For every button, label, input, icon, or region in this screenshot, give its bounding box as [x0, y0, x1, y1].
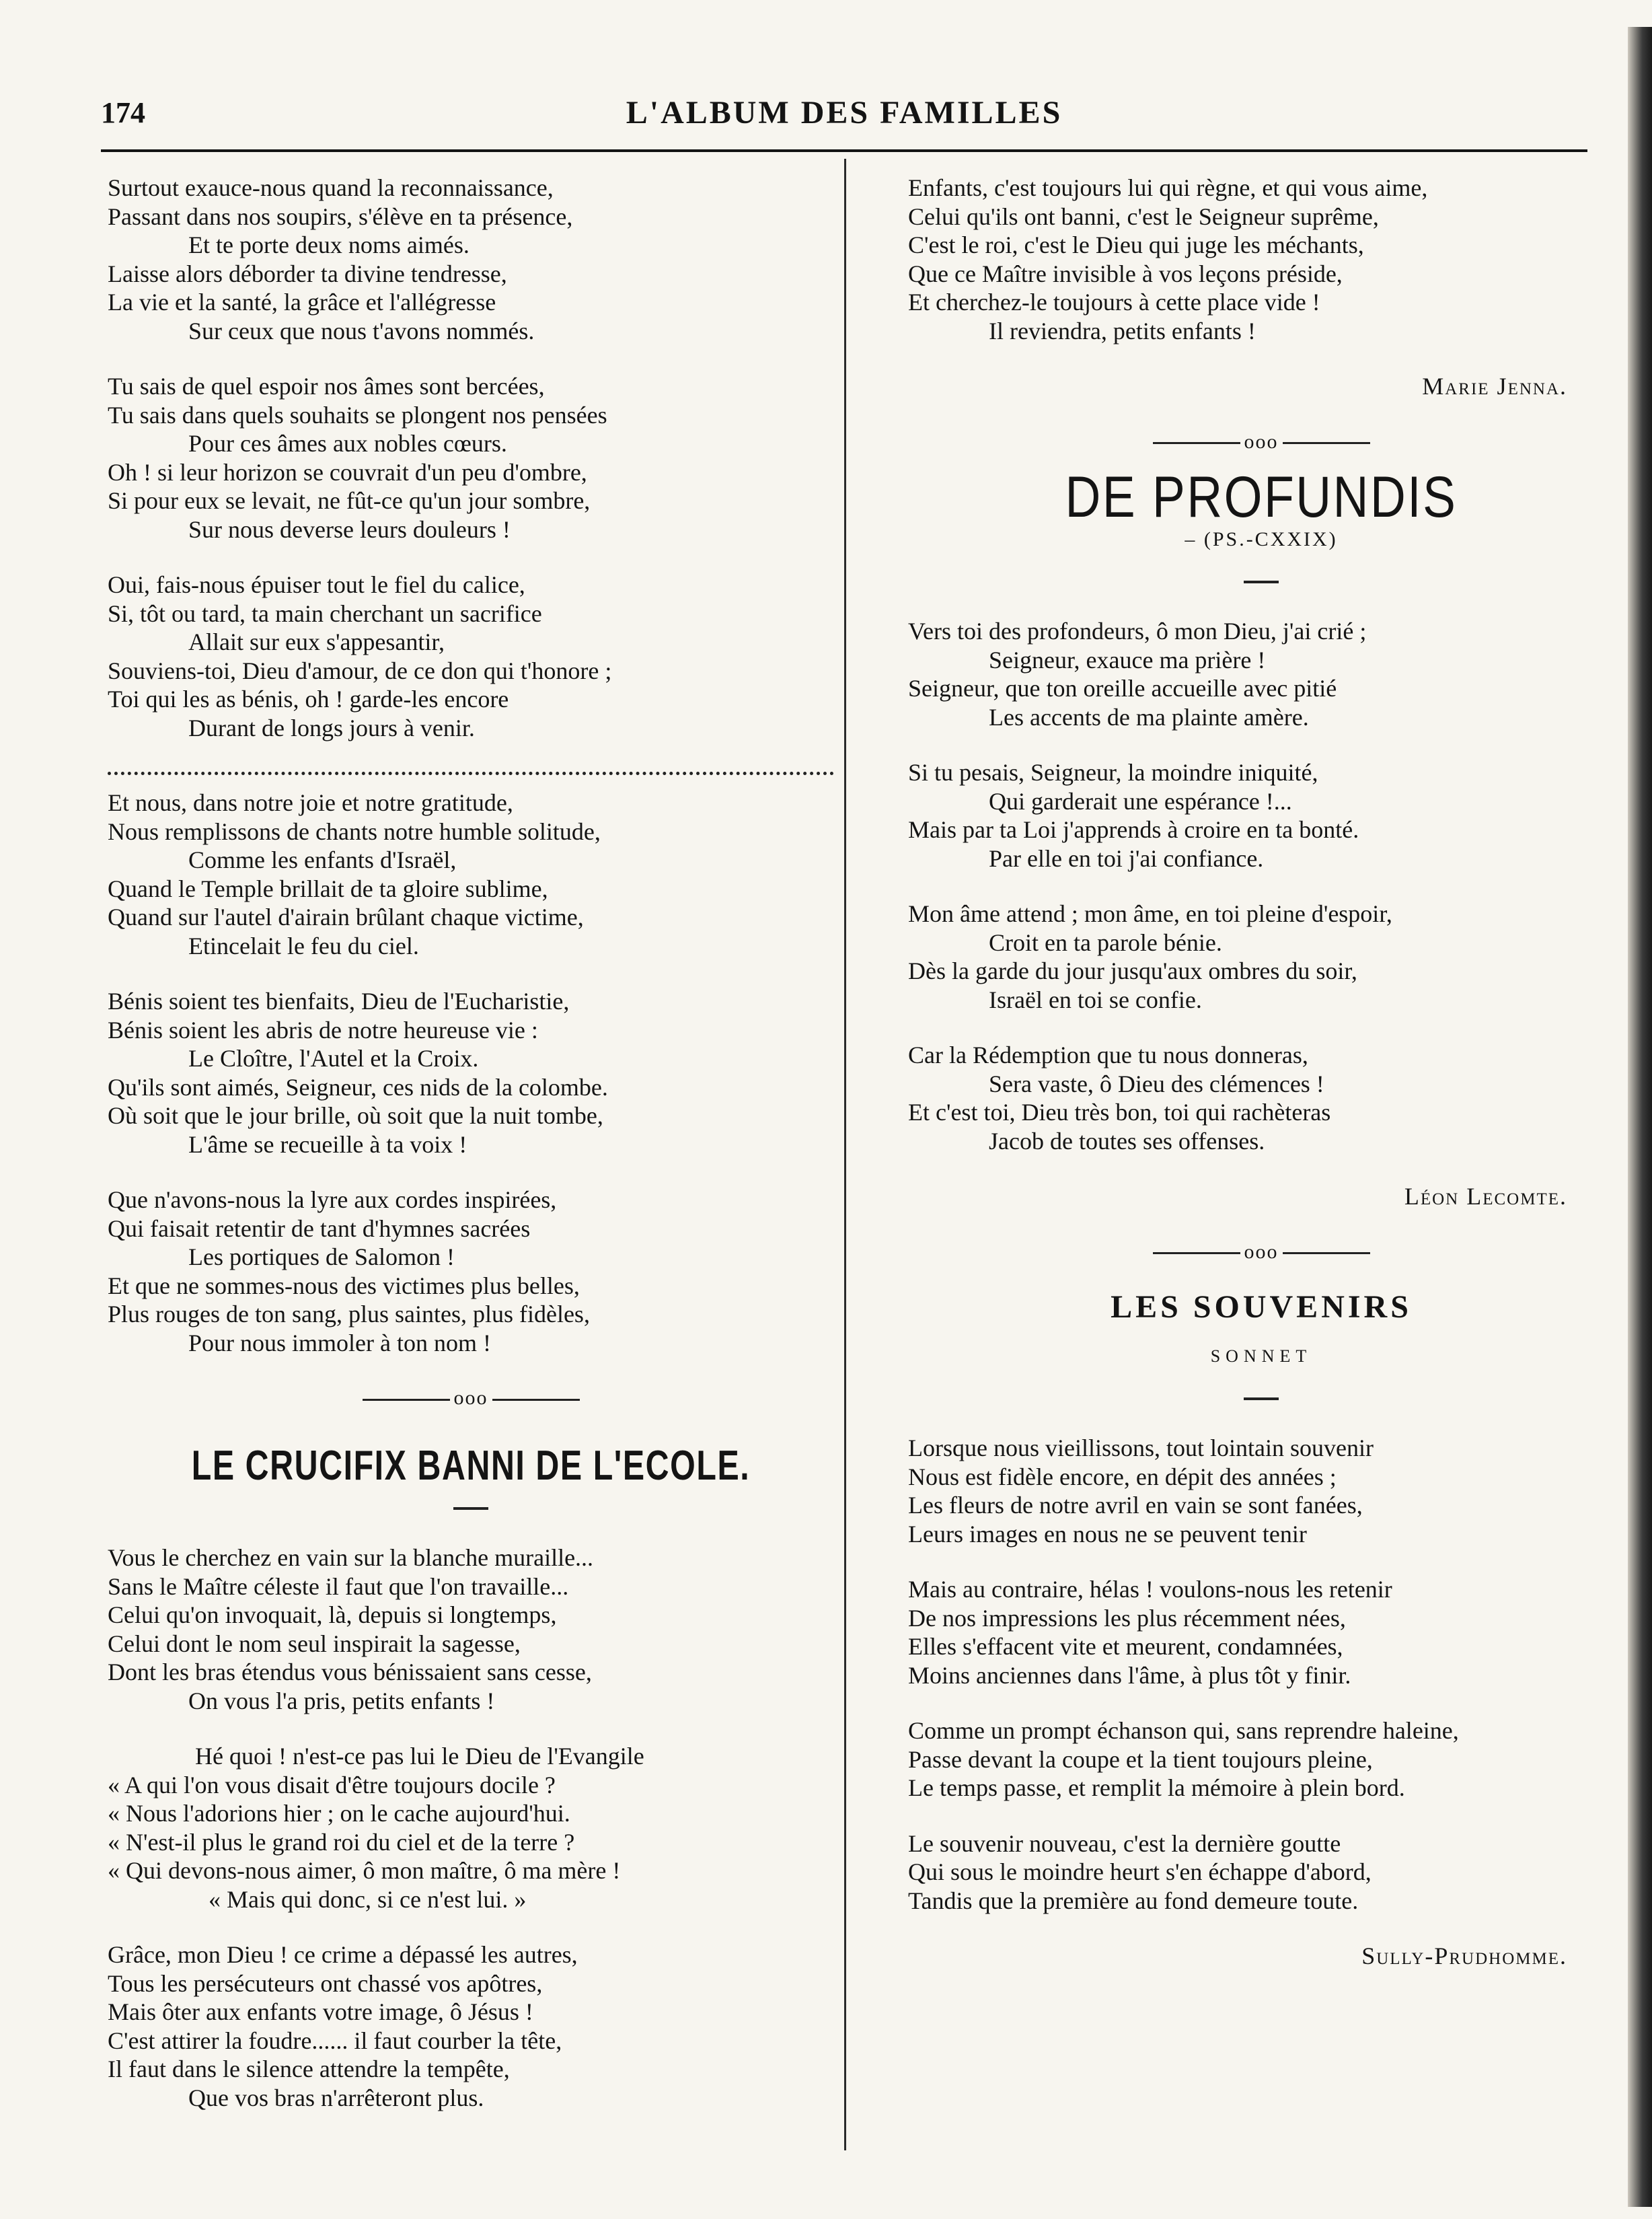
- header-rule: [101, 149, 1587, 152]
- ornament-separator: ooo: [908, 428, 1614, 457]
- verse-line: Car la Rédemption que tu nous donneras,: [908, 1042, 1308, 1068]
- stanza: [108, 1543, 834, 1715]
- verse-line: Le Cloître, l'Autel et la Croix.: [188, 1045, 479, 1072]
- verse-line: Celui qu'on invoquait, là, depuis si longtemps,: [108, 1601, 557, 1628]
- stanza: [908, 1434, 1614, 1548]
- stanza: [108, 987, 834, 1159]
- verse-line: Il faut dans le silence attendre la tempête,: [108, 2056, 510, 2082]
- stanza: [908, 1829, 1614, 1916]
- verse-line: Quand sur l'autel d'airain brûlant chaque victime,: [108, 904, 584, 931]
- verse-line: Croit en ta parole bénie.: [989, 929, 1222, 956]
- verse-line: Et te porte deux noms aimés.: [188, 231, 470, 258]
- running-title: L'ALBUM DES FAMILLES: [626, 95, 1063, 131]
- crucifix-poem: [108, 1543, 834, 2112]
- verse-line: Si tu pesais, Seigneur, la moindre iniquité,: [908, 759, 1318, 786]
- short-rule: [453, 1507, 488, 1510]
- left-column: [108, 174, 834, 2139]
- verse-line: Il reviendra, petits enfants !: [989, 317, 1256, 344]
- verse-line: Toi qui les as bénis, oh ! garde-les encore: [108, 686, 509, 713]
- stanza: [108, 372, 834, 544]
- stanza: [108, 571, 834, 742]
- verse-line: Et que ne sommes-nous des victimes plus belles,: [108, 1272, 580, 1299]
- verse-line: Tandis que la première au fond demeure toute.: [908, 1887, 1359, 1914]
- profundis-poem: [908, 617, 1614, 1155]
- verse-line: Comme les enfants d'Israël,: [188, 846, 457, 873]
- sonnet-label: SONNET: [1210, 1346, 1312, 1366]
- verse-line: Mais ôter aux enfants votre image, ô Jésus !: [108, 1998, 533, 2025]
- verse-line: La vie et la santé, la grâce et l'allégresse: [108, 289, 496, 316]
- verse-line: Si pour eux se levait, ne fût-ce qu'un jour sombre,: [108, 487, 591, 514]
- verse-line: Mon âme attend ; mon âme, en toi pleine d'espoir,: [908, 900, 1392, 927]
- verse-line: Par elle en toi j'ai confiance.: [989, 844, 1264, 872]
- stanza: [908, 758, 1614, 873]
- verse-line: On vous l'a pris, petits enfants !: [188, 1687, 495, 1714]
- ornament-separator: ooo: [108, 1384, 834, 1413]
- verse-line: Vous le cherchez en vain sur la blanche muraille...: [108, 1544, 594, 1571]
- verse-line: Leurs images en nous ne se peuvent tenir: [908, 1520, 1307, 1548]
- crucifix-poem-title: LE CRUCIFIX BANNI DE L'ECOLE.: [191, 1442, 751, 1489]
- right-column: [908, 174, 1614, 1971]
- verse-line: Comme un prompt échanson qui, sans reprendre haleine,: [908, 1717, 1459, 1744]
- verse-line: Que ce Maître invisible à vos leçons préside,: [908, 260, 1343, 287]
- verse-line: Qui sous le moindre heurt s'en échappe d'abord,: [908, 1858, 1372, 1885]
- dotted-separator: [108, 769, 834, 775]
- stanza: [908, 1041, 1614, 1155]
- verse-line: Pour nous immoler à ton nom !: [188, 1329, 491, 1356]
- verse-line: Passe devant la coupe et la tient toujours pleine,: [908, 1745, 1373, 1773]
- verse-line: Celui dont le nom seul inspirait la sagesse,: [108, 1630, 521, 1657]
- verse-line: Qui faisait retentir de tant d'hymnes sacrées: [108, 1214, 531, 1242]
- verse-line: Souviens-toi, Dieu d'amour, de ce don qui t'honore ;: [108, 657, 612, 684]
- souvenirs-title: LES SOUVENIRS: [1111, 1289, 1412, 1325]
- verse-line: Et nous, dans notre joie et notre gratitude,: [108, 789, 513, 816]
- verse-line: Tu sais de quel espoir nos âmes sont bercées,: [108, 373, 545, 400]
- verse-line: Sans le Maître céleste il faut que l'on travaille...: [108, 1572, 569, 1600]
- verse-line: Jacob de toutes ses offenses.: [989, 1127, 1265, 1155]
- author-signature: Sully-Prudhomme.: [1361, 1942, 1567, 1969]
- stanza: [908, 617, 1614, 731]
- verse-line: Elles s'effacent vite et meurent, condamnées,: [908, 1633, 1343, 1660]
- verse-line: Surtout exauce-nous quand la reconnaissance,: [108, 174, 554, 201]
- verse-line: De nos impressions les plus récemment nées,: [908, 1604, 1346, 1632]
- author-signature: Marie Jenna.: [1422, 373, 1567, 400]
- profundis-title: DE PROFUNDIS: [1065, 465, 1458, 530]
- verse-line: Qu'ils sont aimés, Seigneur, ces nids de la colombe.: [108, 1073, 608, 1101]
- verse-line: Le souvenir nouveau, c'est la dernière goutte: [908, 1829, 1341, 1857]
- verse-line: Nous est fidèle encore, en dépit des années ;: [908, 1463, 1337, 1490]
- souvenirs-sonnet: [908, 1434, 1614, 1915]
- verse-line: Quand le Temple brillait de ta gloire sublime,: [108, 875, 548, 902]
- verse-line: Grâce, mon Dieu ! ce crime a dépassé les autres,: [108, 1941, 578, 1968]
- verse-line: Où soit que le jour brille, où soit que la nuit tombe,: [108, 1102, 603, 1129]
- verse-line: Oui, fais-nous épuiser tout le fiel du calice,: [108, 571, 525, 598]
- stanza: [908, 174, 1614, 345]
- verse-line: Mais au contraire, hélas ! voulons-nous les retenir: [908, 1576, 1392, 1603]
- verse-line: Que n'avons-nous la lyre aux cordes inspirées,: [108, 1186, 557, 1213]
- verse-line: C'est attirer la foudre...... il faut courber la tête,: [108, 2027, 562, 2054]
- page-edge-shadow: [1628, 27, 1652, 2207]
- poem-continuation: [108, 174, 834, 742]
- verse-line: Seigneur, exauce ma prière !: [989, 646, 1266, 674]
- verse-line: Nous remplissons de chants notre humble solitude,: [108, 817, 601, 845]
- verse-line: Moins anciennes dans l'âme, à plus tôt y finir.: [908, 1661, 1351, 1689]
- verse-line: « Qui devons-nous aimer, ô mon maître, ô ma mère !: [108, 1857, 621, 1884]
- verse-line: Dont les bras étendus vous bénissaient sans cesse,: [108, 1659, 592, 1685]
- verse-line: Hé quoi ! n'est-ce pas lui le Dieu de l'Evangile: [195, 1743, 644, 1770]
- verse-line: Sera vaste, ô Dieu des clémences !: [989, 1070, 1324, 1097]
- verse-line: Sur ceux que nous t'avons nommés.: [188, 317, 535, 344]
- verse-line: « Mais qui donc, si ce n'est lui. »: [209, 1885, 527, 1913]
- stanza: [908, 1716, 1614, 1803]
- verse-line: Les portiques de Salomon !: [188, 1243, 455, 1270]
- stanza: [908, 900, 1614, 1014]
- verse-line: Et c'est toi, Dieu très bon, toi qui rachèteras: [908, 1099, 1331, 1126]
- page-header: [101, 87, 1587, 148]
- short-rule: [1244, 1397, 1279, 1400]
- profundis-subtitle: – (PS.-CXXIX): [1185, 528, 1338, 550]
- verse-line: Israël en toi se confie.: [989, 986, 1202, 1013]
- verse-line: Les accents de ma plainte amère.: [989, 703, 1309, 731]
- verse-line: Bénis soient tes bienfaits, Dieu de l'Eucharistie,: [108, 988, 570, 1015]
- crucifix-poem-end: [908, 174, 1614, 345]
- verse-line: Oh ! si leur horizon se couvrait d'un peu d'ombre,: [108, 458, 587, 486]
- verse-line: Tous les persécuteurs ont chassé vos apôtres,: [108, 1969, 543, 1997]
- verse-line: Seigneur, que ton oreille accueille avec pitié: [908, 675, 1337, 702]
- stanza: [108, 1742, 834, 1914]
- verse-line: Tu sais dans quels souhaits se plongent nos pensées: [108, 401, 607, 429]
- verse-line: Le temps passe, et remplit la mémoire à plein bord.: [908, 1774, 1405, 1801]
- verse-line: Sur nous deverse leurs douleurs !: [188, 515, 511, 543]
- verse-line: Qui garderait une espérance !...: [989, 787, 1292, 815]
- author-signature: Léon Lecomte.: [1404, 1183, 1567, 1210]
- stanza: [108, 1186, 834, 1357]
- verse-line: Et cherchez-le toujours à cette place vide !: [908, 289, 1320, 316]
- stanza: [108, 789, 834, 960]
- verse-line: « A qui l'on vous disait d'être toujours docile ?: [108, 1771, 556, 1798]
- verse-line: Les fleurs de notre avril en vain se sont fanées,: [908, 1492, 1363, 1519]
- verse-line: Allait sur eux s'appesantir,: [188, 628, 445, 655]
- verse-line: Dès la garde du jour jusqu'aux ombres du soir,: [908, 957, 1357, 984]
- stanza: [108, 174, 834, 345]
- verse-line: Enfants, c'est toujours lui qui règne, et qui vous aime,: [908, 174, 1428, 201]
- verse-line: Si, tôt ou tard, ta main cherchant un sacrifice: [108, 599, 542, 627]
- page-number: 174: [101, 96, 145, 129]
- verse-line: Vers toi des profondeurs, ô mon Dieu, j'ai crié ;: [908, 618, 1367, 645]
- verse-line: Pour ces âmes aux nobles cœurs.: [188, 430, 507, 457]
- verse-line: Que vos bras n'arrêteront plus.: [188, 2084, 484, 2111]
- verse-line: Lorsque nous vieillissons, tout lointain souvenir: [908, 1434, 1374, 1461]
- verse-line: Bénis soient les abris de notre heureuse vie :: [108, 1016, 538, 1044]
- column-divider: [844, 159, 846, 2150]
- verse-line: « N'est-il plus le grand roi du ciel et de la terre ?: [108, 1828, 575, 1856]
- verse-line: Laisse alors déborder ta divine tendresse,: [108, 260, 507, 287]
- poem-continuation-after-break: [108, 789, 834, 1357]
- stanza: [908, 1575, 1614, 1689]
- verse-line: « Nous l'adorions hier ; on le cache aujourd'hui.: [108, 1800, 570, 1827]
- verse-line: Mais par ta Loi j'apprends à croire en ta bonté.: [908, 816, 1359, 843]
- verse-line: C'est le roi, c'est le Dieu qui juge les méchants,: [908, 231, 1364, 258]
- short-rule: [1244, 581, 1279, 583]
- verse-line: Passant dans nos soupirs, s'élève en ta présence,: [108, 203, 573, 230]
- verse-line: L'âme se recueille à ta voix !: [188, 1130, 467, 1158]
- ornament-separator: ooo: [908, 1238, 1614, 1267]
- verse-line: Durant de longs jours à venir.: [188, 714, 475, 741]
- verse-line: Etincelait le feu du ciel.: [188, 932, 419, 959]
- verse-line: Celui qu'ils ont banni, c'est le Seigneur suprême,: [908, 203, 1379, 230]
- verse-line: Plus rouges de ton sang, plus saintes, plus fidèles,: [108, 1301, 590, 1327]
- stanza: [108, 1940, 834, 2112]
